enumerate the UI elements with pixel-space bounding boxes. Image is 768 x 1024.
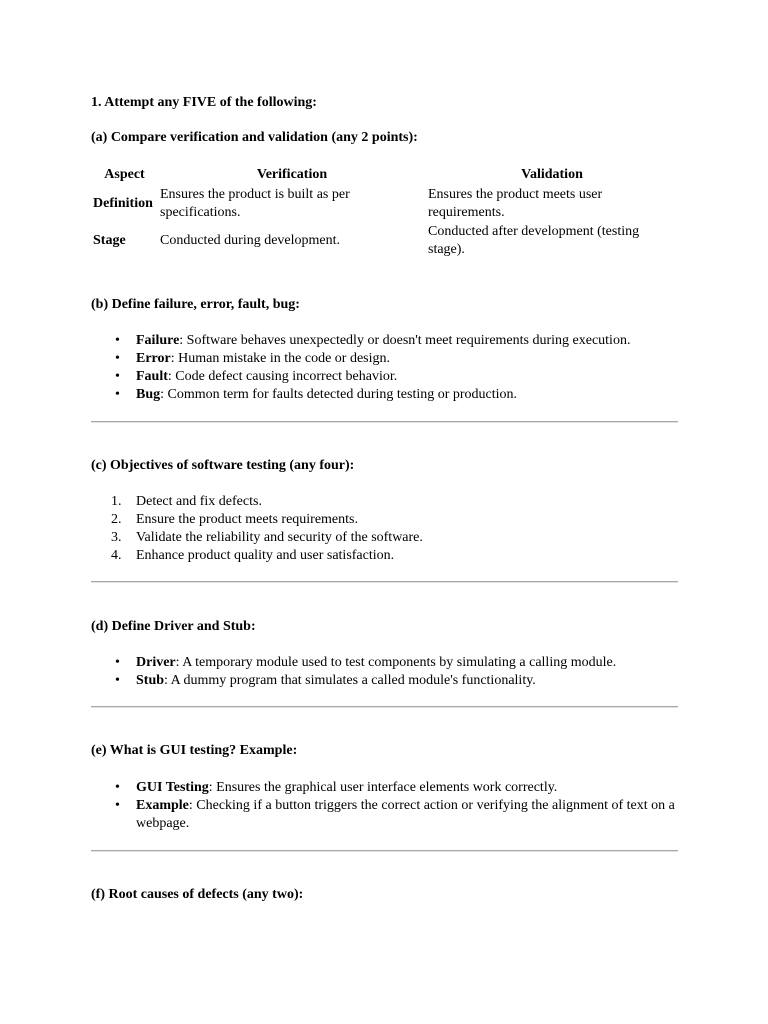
section-e-heading: (e) What is GUI testing? Example: — [91, 743, 298, 758]
list-item — [91, 332, 678, 350]
bullet-icon: • — [115, 333, 120, 348]
table-row — [91, 185, 678, 222]
term: Bug — [136, 387, 161, 402]
question-1-heading: 1. Attempt any FIVE of the following: — [91, 95, 317, 110]
list-item — [91, 797, 678, 833]
table-cell-validation: Conducted after development (testing stage). — [428, 224, 640, 257]
table-cell-aspect: Definition — [93, 195, 153, 211]
term: Error — [136, 351, 171, 366]
list-item — [91, 779, 678, 797]
section-c-heading: (c) Objectives of software testing (any four): — [91, 458, 355, 473]
term: Example — [136, 798, 189, 813]
horizontal-divider — [91, 421, 678, 423]
definition: : Checking if a button triggers the correct action or verifying the alignment of text on a webpage. — [136, 798, 675, 831]
term: Fault — [136, 369, 168, 384]
section-d-heading: (d) Define Driver and Stub: — [91, 619, 256, 634]
list-item — [91, 654, 678, 672]
list-item — [91, 368, 678, 386]
section-e-list — [91, 779, 678, 833]
term: Driver — [136, 655, 176, 670]
list-item — [91, 529, 678, 547]
table-header-row — [91, 164, 678, 185]
table-cell-verification: Conducted during development. — [160, 233, 341, 248]
table-cell-verification: Ensures the product is built as per specifications. — [160, 186, 350, 220]
list-number: 4. — [111, 548, 122, 563]
list-text: Enhance product quality and user satisfaction. — [136, 548, 395, 563]
term: Stub — [136, 673, 165, 688]
list-text: Validate the reliability and security of the software. — [136, 530, 423, 545]
bullet-icon: • — [115, 369, 120, 384]
definition: : Common term for faults detected during testing or production. — [160, 387, 518, 402]
table-header-validation: Validation — [521, 166, 583, 182]
definition: : Code defect causing incorrect behavior. — [167, 369, 398, 384]
table-header-verification: Verification — [256, 166, 328, 182]
list-text: Detect and fix defects. — [136, 494, 262, 509]
bullet-icon: • — [115, 387, 120, 402]
table-header-aspect: Aspect — [104, 166, 145, 182]
table-cell-aspect: Stage — [93, 233, 126, 248]
bullet-icon: • — [115, 780, 120, 795]
list-item — [91, 511, 678, 529]
list-number: 1. — [111, 494, 122, 509]
section-b-list — [91, 332, 678, 404]
comparison-table — [91, 164, 678, 260]
bullet-icon: • — [115, 798, 120, 813]
list-item — [91, 547, 678, 565]
term: GUI Testing — [136, 780, 209, 795]
definition: : Ensures the graphical user interface elements work correctly. — [208, 780, 558, 795]
bullet-icon: • — [115, 655, 120, 670]
section-d-list — [91, 654, 678, 690]
bullet-icon: • — [115, 351, 120, 366]
horizontal-divider — [91, 581, 678, 583]
bullet-icon: • — [115, 673, 120, 688]
list-number: 2. — [111, 512, 122, 527]
list-item — [91, 493, 678, 511]
list-item — [91, 672, 678, 690]
section-f-heading: (f) Root causes of defects (any two): — [91, 887, 304, 902]
section-c-list — [91, 493, 678, 565]
list-item — [91, 386, 678, 404]
term: Failure — [136, 333, 180, 348]
definition: : A dummy program that simulates a called module's functionality. — [164, 673, 536, 688]
definition: : A temporary module used to test components by simulating a calling module. — [175, 655, 617, 670]
section-b-heading: (b) Define failure, error, fault, bug: — [91, 297, 300, 312]
section-a-heading: (a) Compare verification and validation (any 2 points): — [91, 130, 418, 145]
table-cell-validation: Ensures the product meets user requirements. — [428, 186, 603, 220]
list-text: Ensure the product meets requirements. — [136, 512, 358, 527]
definition: : Software behaves unexpectedly or doesn't meet requirements during execution. — [179, 333, 631, 348]
definition: : Human mistake in the code or design. — [170, 351, 391, 366]
list-number: 3. — [111, 530, 122, 545]
list-item — [91, 350, 678, 368]
table-row — [91, 222, 678, 260]
horizontal-divider — [91, 706, 678, 708]
horizontal-divider — [91, 850, 678, 852]
